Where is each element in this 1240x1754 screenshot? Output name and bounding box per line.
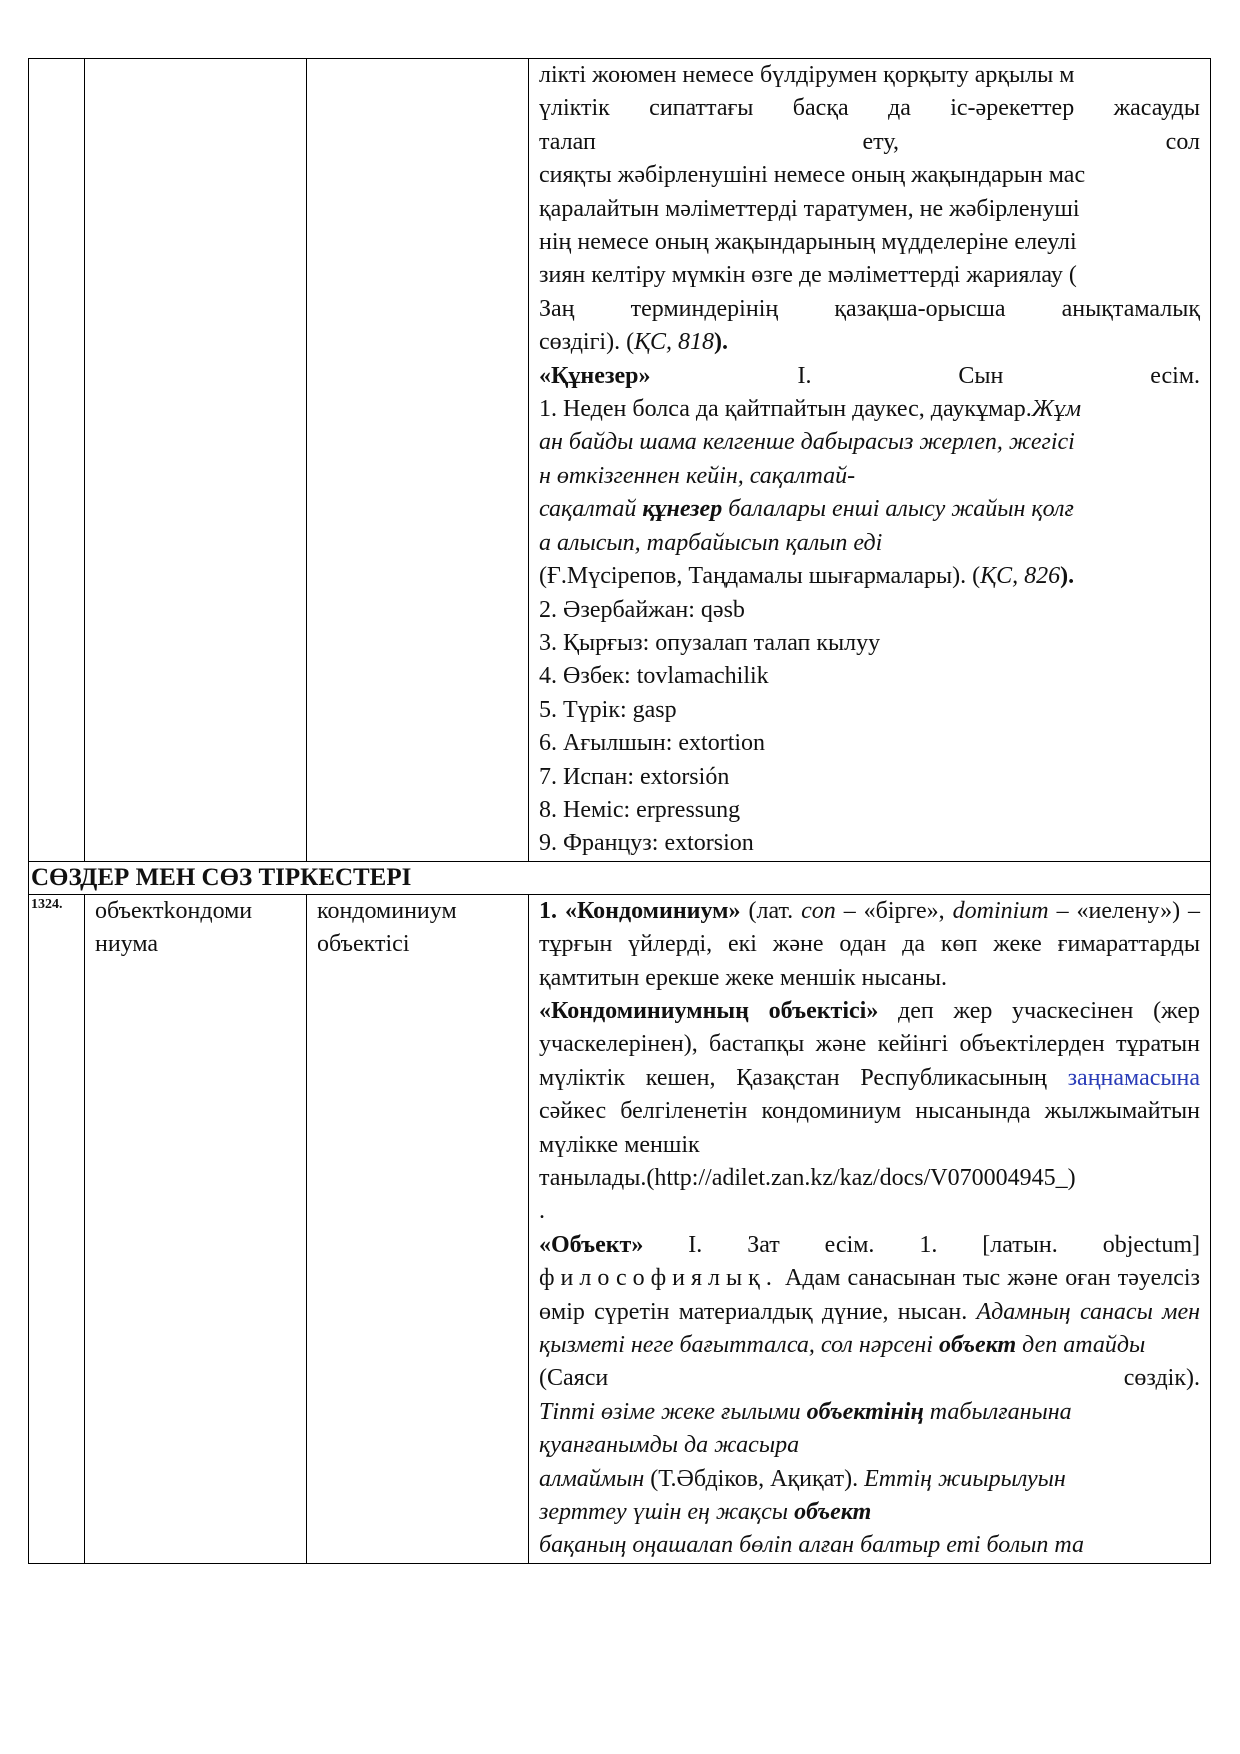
definition-body [539, 995, 1200, 1162]
highlighted-term: объект [794, 1499, 872, 1526]
legislation-link[interactable]: заңнамасына [1067, 1064, 1200, 1091]
source-term-cell [85, 59, 307, 862]
source-term-line: объектkондоми [95, 897, 253, 924]
latin-word: dominium [952, 897, 1049, 924]
definition-line: Заң терминдерінің қазақша-орысша анықтамалық [539, 295, 1200, 322]
highlighted-term: объект [938, 1332, 1017, 1359]
example-text: балалары енші алысу жайын қолғ [722, 496, 1074, 523]
example-line [539, 1396, 1200, 1429]
highlighted-term: құнезер [642, 496, 723, 523]
definition-paragraph [539, 1229, 1200, 1363]
definition-paragraph [539, 895, 1200, 995]
example-text: н өткізгеннен кейін, сақалтай- [539, 462, 856, 489]
part-of-speech: I. Зат есім. 1. [латын. objectum] [643, 1231, 1200, 1258]
example-text: табылғанына [923, 1398, 1072, 1425]
definition-cell [529, 59, 1211, 862]
example-line [539, 527, 1200, 560]
sense-number: 1. [539, 897, 565, 924]
example-text: Еттің жиырылуын [864, 1465, 1066, 1492]
example-line [539, 493, 1200, 526]
translation-item: 7. Испан: extorsión [539, 763, 730, 790]
translation-item: 4. Өзбек: tovlamachilik [539, 663, 769, 690]
example-line [539, 1496, 1200, 1529]
translation-item: 5. Түрік: gasp [539, 696, 677, 723]
term-heading-line [539, 360, 1200, 393]
term-title: «Объект» [539, 1231, 644, 1258]
etymology-text: (лат. [740, 897, 802, 924]
example-text: а алысып, тарбайысып қалып еді [539, 529, 883, 556]
source-citation: ҚС, 826 [980, 563, 1061, 590]
example-source-line: (Саяси сөздік). [539, 1365, 1200, 1392]
definition-text: сәйкес белгіленетін кондоминиум нысанында жылжымайтын мүлікке меншік [539, 1098, 1200, 1158]
etymology-text: – «бірге», [835, 897, 953, 924]
trailing-dot: . [539, 1198, 545, 1225]
term-title: «Құнезер» [539, 362, 651, 389]
definition-line: нің немесе оның жақындарының мүдделеріне елеулі [539, 229, 1077, 256]
example-source: (Т.Әбдіков, Ақиқат). [644, 1465, 865, 1492]
citation-close: ). [714, 329, 729, 356]
kazakh-term-line: кондоминиум [317, 897, 457, 924]
source-term-line: ниума [95, 931, 159, 958]
example-text: зерттеу үшін ең жақсы [539, 1499, 795, 1526]
table-row [29, 894, 1211, 1563]
example-text: Жұм [1031, 396, 1082, 423]
sense-definition: 1. Неден болса да қайтпайтын даукес, даукұмар. [539, 396, 1032, 423]
example-source-line [539, 560, 1200, 593]
definition-text: Адам санасынан тыс және оған тәуелсіз өмір сүретін материалдық дүние, нысан. [539, 1265, 1200, 1325]
example-text: сақалтай [539, 496, 643, 523]
definition-line: талап ету, сол [539, 128, 1200, 155]
definition-source-line [539, 326, 1200, 359]
term-title: «Кондоминиум» [564, 897, 741, 924]
definition-line: зиян келтіру мүмкін өзге де мәліметтерді жариялау ( [539, 262, 1077, 289]
example-text: Адамның санасы мен қызметі неге бағытталса, сол нәрсені [539, 1298, 1201, 1359]
translation-item: 3. Қырғыз: опузалап талап кылуу [539, 629, 881, 656]
document-page [28, 58, 1210, 1564]
dictionary-table [28, 58, 1211, 1564]
term-title: «Кондоминиумның объектісі» [539, 997, 879, 1024]
citation-close: ). [1060, 563, 1075, 590]
definition-line: қаралайтын мәліметтерді таратумен, не жәбірленуші [539, 195, 1080, 222]
definition-text: – «иелену») – тұрғын үйлерді, екі және одан да көп жеке ғимараттарды қамтитын ерекше жеке меншік нысаны. [539, 897, 1200, 991]
example-line [539, 1429, 1200, 1462]
translation-item: 8. Неміс: erpressung [539, 796, 741, 823]
example-source: (Ғ.Мүсірепов, Таңдамалы шығармалары). ( [539, 563, 981, 590]
table-row [29, 59, 1211, 862]
example-text: деп атайды [1016, 1332, 1146, 1359]
definition-cell [529, 894, 1211, 1563]
part-of-speech: I. Сын есім. [797, 362, 1201, 389]
definition-text: деп жер учаскесінен (жер учаскелерінен), бастапқы және кейінгі объектілерден тұратын мүліктік кешен, Қазақстан Республикасының [539, 997, 1200, 1091]
entry-number: 1324. [29, 894, 85, 1563]
example-text: бақаның оңашалап бөліп алған балтыр еті болып та [539, 1532, 1085, 1559]
example-text: қуанғанымды да жасыра [539, 1432, 800, 1459]
example-text: алмаймын [539, 1465, 645, 1492]
url-line: танылады.(http://adilet.zan.kz/kaz/docs/V070004945_) [539, 1165, 1076, 1191]
example-text: Тіпті өзіме жеке ғылыми [539, 1398, 807, 1425]
translation-item: 9. Француз: extorsion [539, 830, 754, 857]
definition-paragraph [539, 995, 1200, 1229]
kazakh-term-line: объектісі [317, 931, 410, 958]
field-label: философиялық. [539, 1265, 778, 1292]
highlighted-term: объектінің [806, 1398, 924, 1425]
example-line [539, 460, 1200, 493]
section-row [29, 861, 1211, 894]
definition-line: сияқты жәбірленушіні немесе оның жақындарын мас [539, 162, 1086, 189]
kazakh-term-cell [307, 59, 529, 862]
number-cell [29, 59, 85, 862]
example-line [539, 1529, 1200, 1562]
latin-word: con [801, 897, 836, 924]
example-text: ан байды шама келгенше дабырасыз жерлеп, жегісі [539, 429, 1075, 456]
sense-line [539, 393, 1200, 426]
translation-item: 6. Ағылшын: extortion [539, 730, 766, 757]
source-term-cell [85, 894, 307, 1563]
example-line [539, 426, 1200, 459]
section-heading: СӨЗДЕР МЕН СӨЗ ТІРКЕСТЕРІ [29, 861, 1211, 894]
definition-line: үліктік сипаттағы басқа да іс-әрекеттер жасауды [539, 95, 1200, 122]
definition-line: лікті жоюмен немесе бүлдірумен қорқыту арқылы м [539, 62, 1075, 88]
source-citation: ҚС, 818 [634, 329, 715, 356]
example-line [539, 1463, 1200, 1496]
definition-source-text: сөздігі). ( [539, 329, 635, 356]
kazakh-term-cell [307, 894, 529, 1563]
translation-item: 2. Әзербайжан: qəsb [539, 596, 745, 623]
